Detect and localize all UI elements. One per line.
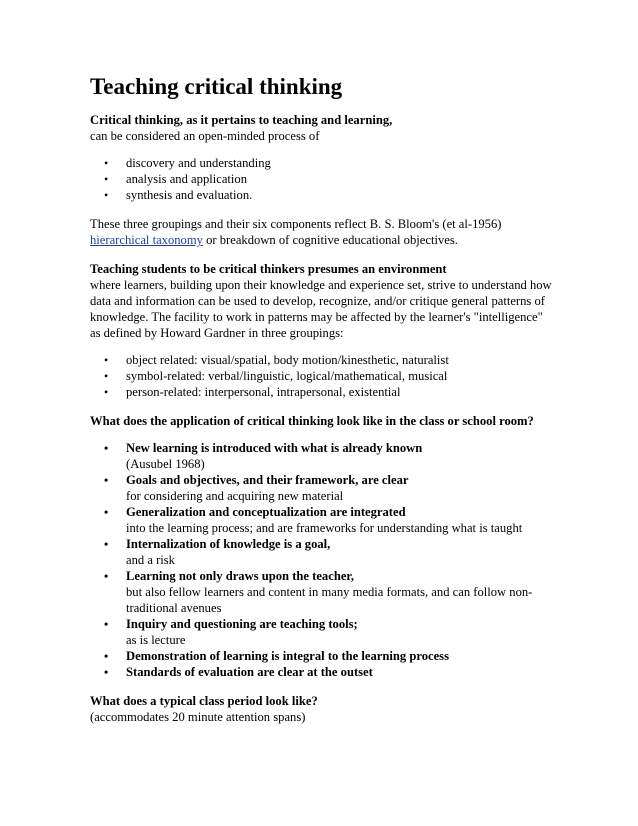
list-item bbox=[90, 504, 560, 536]
list-item bbox=[90, 664, 560, 680]
question-heading-1: What does the application of critical thinking look like in the class or school room? bbox=[90, 414, 534, 429]
environment-line: as defined by Howard Gardner in three groupings: bbox=[90, 326, 344, 341]
list-item: • discovery and understanding bbox=[90, 155, 560, 171]
list-item: • person-related: interpersonal, intrapersonal, existential bbox=[90, 384, 560, 400]
item-sub: into the learning process; and are frameworks for understanding what is taught bbox=[126, 521, 523, 536]
environment-heading: Teaching students to be critical thinkers presumes an environment bbox=[90, 262, 447, 277]
item-sub: and a risk bbox=[126, 553, 175, 568]
application-list bbox=[90, 440, 560, 680]
item-sub: (Ausubel 1968) bbox=[126, 457, 205, 472]
bloom-line-2-rest: or breakdown of cognitive educational objectives. bbox=[202, 233, 458, 248]
list-item bbox=[90, 536, 560, 568]
document-page bbox=[90, 74, 560, 725]
list-item: • analysis and application bbox=[90, 171, 560, 187]
question-2-note: (accommodates 20 minute attention spans) bbox=[90, 710, 306, 725]
intro-bold-line: Critical thinking, as it pertains to teaching and learning, bbox=[90, 113, 393, 128]
question-heading-2: What does a typical class period look like? bbox=[90, 694, 318, 709]
environment-line: where learners, building upon their knowledge and experience set, strive to understand how bbox=[90, 278, 552, 293]
item-head: Learning not only draws upon the teacher, bbox=[126, 569, 354, 584]
list-item: • synthesis and evaluation. bbox=[90, 187, 560, 203]
list-item bbox=[90, 472, 560, 504]
item-head: New learning is introduced with what is already known bbox=[126, 441, 423, 456]
environment-line: data and information can be used to develop, recognize, and/or critique general patterns of bbox=[90, 294, 545, 309]
bloom-line-2 bbox=[90, 232, 560, 248]
intro-line: can be considered an open-minded process of bbox=[90, 129, 320, 144]
list-item bbox=[90, 648, 560, 664]
item-head: Goals and objectives, and their framework, are clear bbox=[126, 473, 409, 488]
bloom-paragraph bbox=[90, 216, 560, 248]
list-item bbox=[90, 440, 560, 472]
list-item bbox=[90, 568, 560, 616]
item-head: Standards of evaluation are clear at the outset bbox=[126, 665, 373, 680]
page-title: Teaching critical thinking bbox=[90, 74, 343, 99]
item-sub: as is lecture bbox=[126, 633, 186, 648]
item-head: Generalization and conceptualization are integrated bbox=[126, 505, 406, 520]
item-head: Inquiry and questioning are teaching tools; bbox=[126, 617, 358, 632]
intelligence-list bbox=[90, 352, 560, 400]
process-list bbox=[90, 155, 560, 203]
list-item: • symbol-related: verbal/linguistic, logical/mathematical, musical bbox=[90, 368, 560, 384]
item-sub: but also fellow learners and content in many media formats, and can follow non-traditional avenues bbox=[126, 585, 533, 616]
list-item: • object related: visual/spatial, body motion/kinesthetic, naturalist bbox=[90, 352, 560, 368]
environment-paragraph bbox=[90, 261, 560, 341]
environment-line: knowledge. The facility to work in patterns may be affected by the learner's "intelligence" bbox=[90, 310, 543, 325]
taxonomy-link[interactable]: hierarchical taxonomy bbox=[90, 233, 203, 248]
item-head: Demonstration of learning is integral to the learning process bbox=[126, 649, 449, 664]
bloom-line-1: These three groupings and their six components reflect B. S. Bloom's (et al-1956) bbox=[90, 217, 502, 232]
item-sub: for considering and acquiring new material bbox=[126, 489, 344, 504]
item-head: Internalization of knowledge is a goal, bbox=[126, 537, 331, 552]
list-item bbox=[90, 616, 560, 648]
